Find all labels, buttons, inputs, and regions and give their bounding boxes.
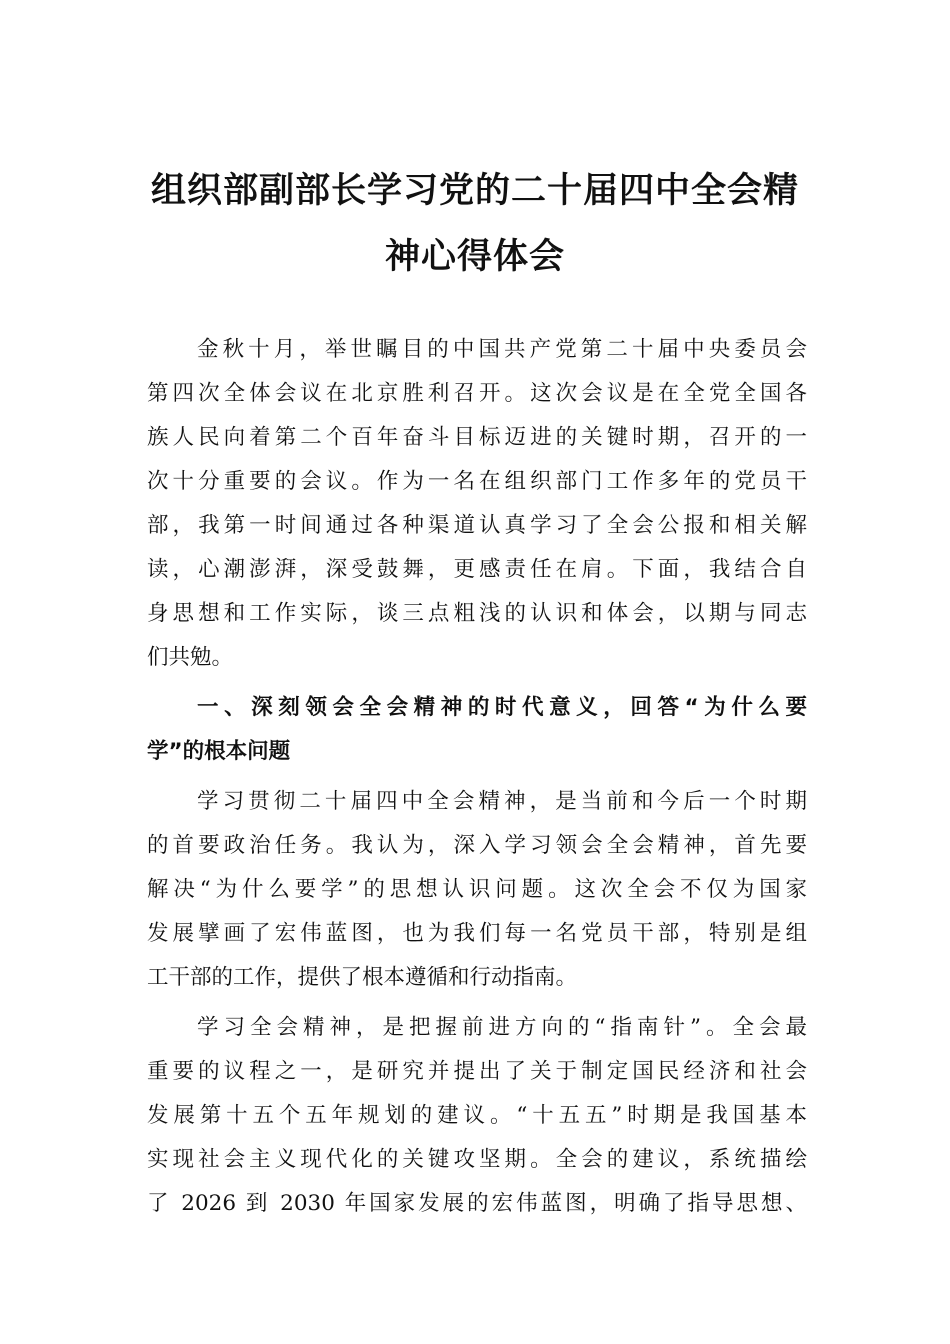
paragraph <box>147 780 807 1000</box>
document-body <box>147 328 807 1232</box>
text-line: 工干部的工作，提供了根本遵循和行动指南。 <box>147 965 578 990</box>
text-line: 的首要政治任务。我认为，深入学习领会全会精神，首先要 <box>147 833 807 858</box>
section-heading <box>147 686 807 774</box>
text-line: 解决“为什么要学”的思想认识问题。这次全会不仅为国家 <box>147 877 807 902</box>
text-line: 族人民向着第二个百年奋斗目标迈进的关键时期，召开的一 <box>147 425 807 450</box>
text-line: 学习全会精神，是把握前进方向的“指南针”。全会最 <box>197 1015 807 1040</box>
text-line: 了 2026 到 2030 年国家发展的宏伟蓝图，明确了指导思想、 <box>147 1191 807 1216</box>
text-line: 发展第十五个五年规划的建议。“十五五”时期是我国基本 <box>147 1103 807 1128</box>
text-line: 金秋十月，举世瞩目的中国共产党第二十届中央委员会 <box>197 337 807 362</box>
paragraph <box>147 328 807 680</box>
text-line: 重要的议程之一，是研究并提出了关于制定国民经济和社会 <box>147 1059 807 1084</box>
text-line: 身思想和工作实际，谈三点粗浅的认识和体会，以期与同志 <box>147 601 807 626</box>
text-line: 次十分重要的会议。作为一名在组织部门工作多年的党员干 <box>147 469 807 494</box>
title-line: 神心得体会 <box>384 236 565 277</box>
text-line: 们共勉。 <box>147 645 234 670</box>
text-line: 第四次全体会议在北京胜利召开。这次会议是在全党全国各 <box>147 381 807 406</box>
document-title <box>0 158 950 290</box>
paragraph <box>147 1006 807 1226</box>
text-line: 实现社会主义现代化的关键攻坚期。全会的建议，系统描绘 <box>147 1147 807 1172</box>
text-line: 部，我第一时间通过各种渠道认真学习了全会公报和相关解 <box>147 513 807 538</box>
title-line: 组织部副部长学习党的二十届四中全会精 <box>150 170 799 211</box>
text-line: 读，心潮澎湃，深受鼓舞，更感责任在肩。下面，我结合自 <box>147 557 807 582</box>
text-line: 一、深刻领会全会精神的时代意义，回答“为什么要 <box>197 695 807 720</box>
text-line: 学习贯彻二十届四中全会精神，是当前和今后一个时期 <box>197 789 807 814</box>
text-line: 发展擘画了宏伟蓝图，也为我们每一名党员干部，特别是组 <box>147 921 807 946</box>
text-line: 学”的根本问题 <box>147 739 291 764</box>
